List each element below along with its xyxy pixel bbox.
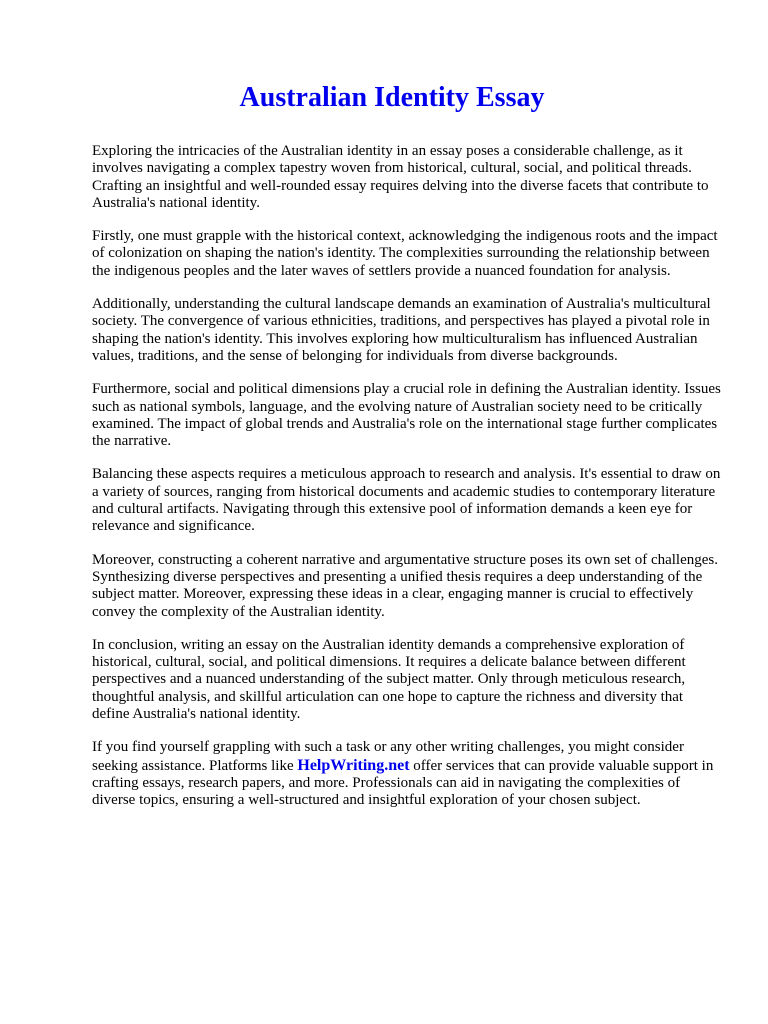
assistance-text-after: offer services that can provide valuable support in crafting essays, research papers, and more. Professionals can aid in navigating the complexities of diverse topics, ensuring a well-structured and insightful exploration of your chosen subject. xyxy=(92,757,714,809)
document-title: Australian Identity Essay xyxy=(239,82,545,113)
helpwriting-link[interactable]: HelpWriting.net xyxy=(297,756,410,774)
assistance-text-before: If you find yourself grappling with such a task or any other writing challenges, you might consider seeking assistance. Platforms like xyxy=(92,739,684,774)
paragraph-structure: Moreover, constructing a coherent narrative and argumentative structure poses its own set of challenges. Synthesizing diverse perspectives and presenting a unified thesis requires a deep understanding of the subject matter. Moreover, expressing these ideas in a clear, engaging manner is crucial to effectively convey the complexity of the Australian identity. xyxy=(92,551,718,620)
paragraph-social-political: Furthermore, social and political dimensions play a crucial role in defining the Australian identity. Issues such as national symbols, language, and the evolving nature of Australian society need to be critically examined. The impact of global trends and Australia's role on the international stage further complicates the narrative. xyxy=(92,381,721,450)
paragraph-conclusion: In conclusion, writing an essay on the Australian identity demands a comprehensive exploration of historical, cultural, social, and political dimensions. It requires a delicate balance between different perspectives and a nuanced understanding of the subject matter. Only through meticulous research, thoughtful analysis, and skillful articulation can one hope to capture the richness and diversity that define Australia's national identity. xyxy=(92,636,686,723)
paragraph-historical: Firstly, one must grapple with the historical context, acknowledging the indigenous roots and the impact of colonization on shaping the nation's identity. The complexities surrounding the relationship between the indigenous peoples and the later waves of settlers provide a nuanced foundation for analysis. xyxy=(92,228,718,279)
paragraph-assistance xyxy=(92,739,722,809)
paragraph-intro: Exploring the intricacies of the Australian identity in an essay poses a considerable challenge, as it involves navigating a complex tapestry woven from historical, cultural, social, and political threads. Crafting an insightful and well-rounded essay requires delving into the diverse facets that contribute to Australia's national identity. xyxy=(92,143,709,211)
paragraph-cultural: Additionally, understanding the cultural landscape demands an examination of Australia's multicultural society. The convergence of various ethnicities, traditions, and perspectives has played a pivotal role in shaping the nation's identity. This involves exploring how multiculturalism has influenced Australian values, traditions, and the sense of belonging for individuals from diverse backgrounds. xyxy=(92,296,711,364)
paragraph-research: Balancing these aspects requires a meticulous approach to research and analysis. It's essential to draw on a variety of sources, ranging from historical documents and academic studies to contemporary literature and cultural artifacts. Navigating through this extensive pool of information demands a keen eye for relevance and significance. xyxy=(92,466,721,535)
